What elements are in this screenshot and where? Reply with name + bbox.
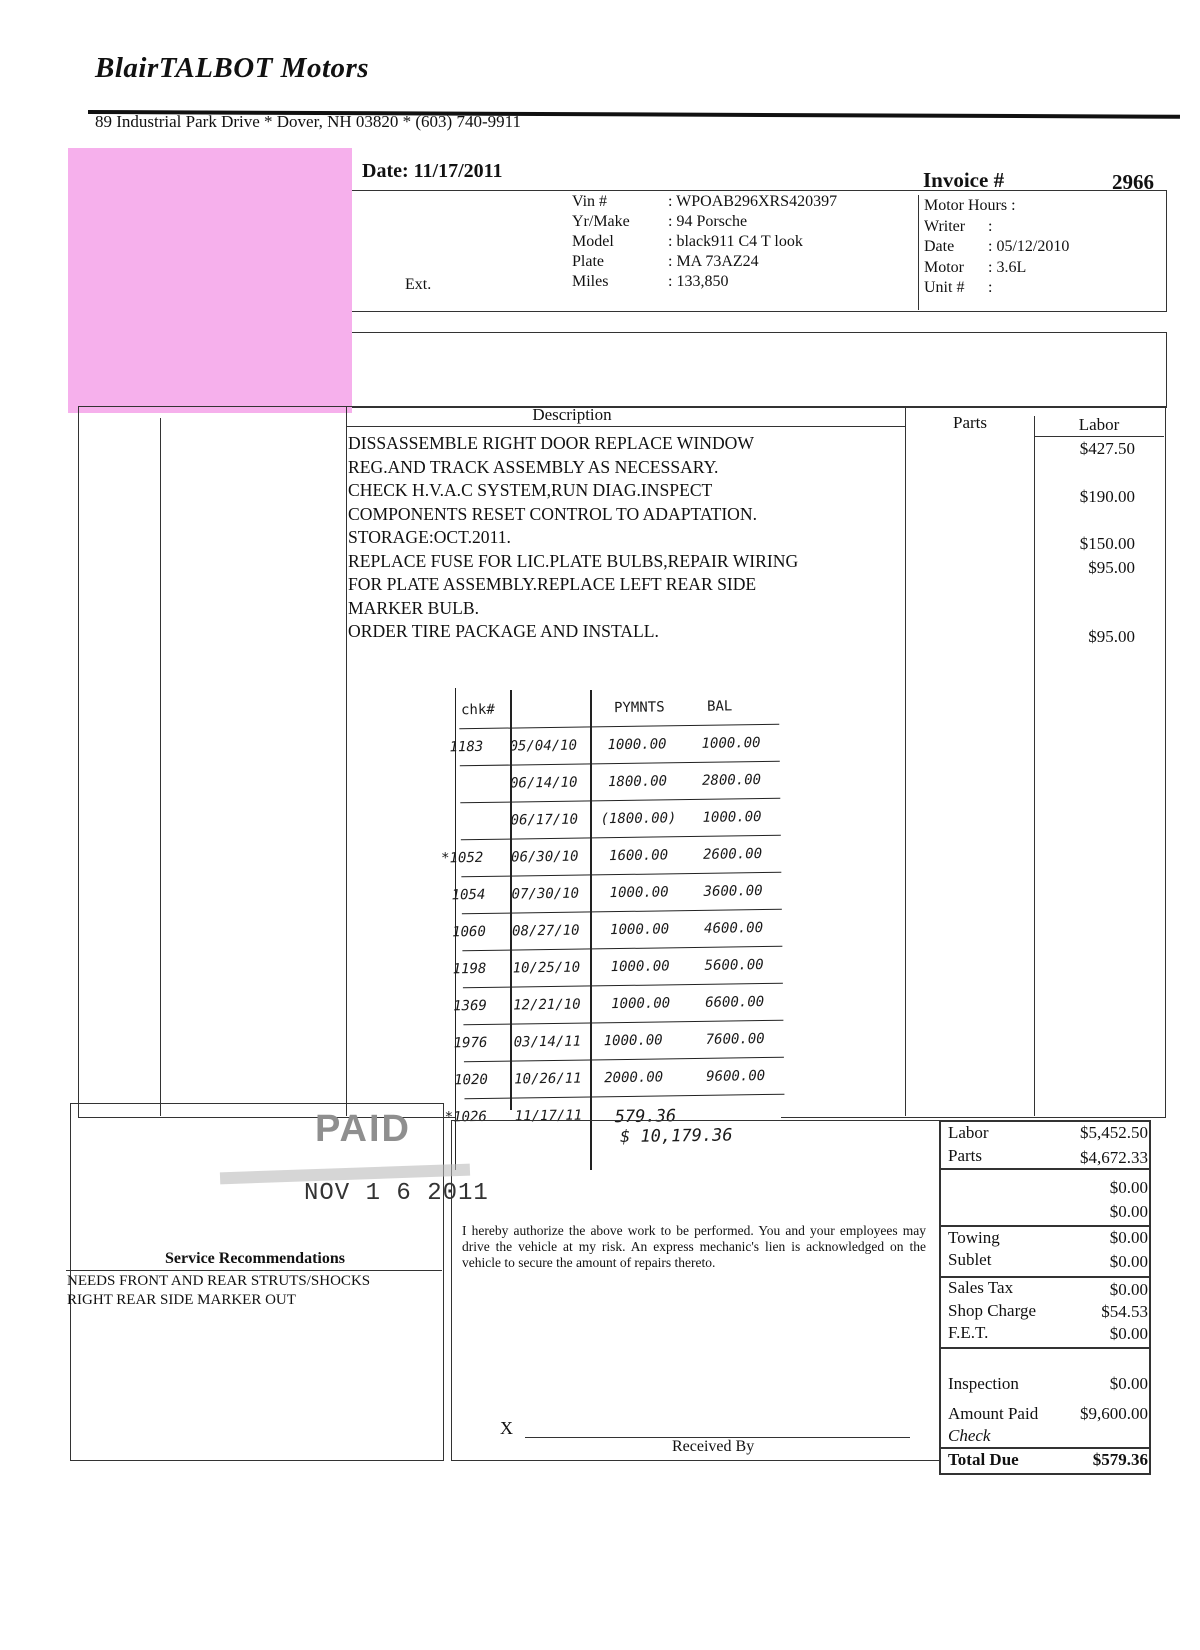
ledger-grand-total: $ 10,179.36 [619,1125,733,1148]
labor-value: $427.50 [1079,439,1135,458]
totals-label-labor: Labor [948,1123,989,1142]
table-col-divider [905,406,906,1116]
totals-divider [939,1447,1149,1449]
description-line: ORDER TIRE PACKAGE AND INSTALL. [348,621,659,641]
table-header-rule [1034,436,1164,437]
labor-value: $95.00 [1088,558,1135,577]
table-col-divider [1034,416,1035,1116]
totals-label-shop-charge: Shop Charge [948,1301,1036,1320]
table-header-rule [346,426,905,427]
totals-label-parts: Parts [948,1146,982,1165]
labor-value: $150.00 [1079,534,1135,553]
totals-label-check: Check [948,1426,991,1445]
totals-label-towing: Towing [948,1228,1000,1247]
ledger-row: *1052 06/30/10 1600.00 2600.00 [461,836,781,877]
ledger-row: 1060 08/27/10 1000.00 4600.00 [462,910,782,951]
labor-value: $95.00 [1088,627,1135,646]
authorization-text: I hereby authorize the above work to be performed. You and your employees may drive the vehicle at my risk. An express mechanic's lien is acknowledged on the vehicle to secure the amount of repairs thereto. [462,1223,926,1270]
description-line: STORAGE:OCT.2011. [348,527,511,547]
totals-divider [939,1347,1149,1349]
service-recommendations-title: Service Recommendations [165,1250,345,1267]
totals-value-parts: $4,672.33 [1080,1148,1148,1167]
description-line: REG.AND TRACK ASSEMBLY AS NECESSARY. [348,456,719,477]
service-recommendations [67,1272,370,1310]
payment-ledger [440,688,785,1155]
totals-value-sales-tax: $0.00 [1109,1280,1148,1299]
description-line: COMPONENTS RESET CONTROL TO ADAPTATION. [348,503,757,524]
description-line: MARKER BULB. [348,597,479,618]
totals-value-blank: $0.00 [1109,1202,1148,1221]
totals-divider [939,1225,1149,1227]
vehicle-details: Vin # : WPOAB296XRS420397 Yr/Make : 94 Porsche Model : black911 C4 T look Plate : MA 73AZ24 Miles : 133,850 [572,193,838,290]
signature-x: X [500,1418,513,1438]
parts-header: Parts [953,413,987,432]
ledger-row: 06/14/10 1800.00 2800.00 [460,762,780,803]
labor-header: Labor [1078,415,1120,434]
totals-divider [939,1168,1149,1170]
ext-label: Ext. [405,276,432,293]
recommendation-line: NEEDS FRONT AND REAR STRUTS/SHOCKS [67,1273,371,1289]
description-line: FOR PLATE ASSEMBLY.REPLACE LEFT REAR SIDE [348,574,757,594]
customer-redaction [68,148,352,413]
company-name: BlairTALBOT Motors [95,52,370,84]
description-line: CHECK H.V.A.C SYSTEM,RUN DIAG.INSPECT [348,480,713,500]
table-col-divider [160,418,161,1116]
totals-value-amount-paid: $9,600.00 [1080,1404,1148,1423]
ledger-row: 1020 10/26/11 2000.00 9600.00 [464,1058,784,1099]
totals-value-labor: $5,452.50 [1080,1123,1148,1142]
service-info: Motor Hours : Writer : Date : 05/12/2010 Motor : 3.6L Unit # : [924,197,1070,296]
ledger-row: 06/17/10 (1800.00) 1000.00 [460,799,780,840]
ledger-row: 1054 07/30/10 1000.00 3600.00 [461,873,781,914]
totals-value-inspection: $0.00 [1109,1374,1148,1393]
totals-label-sales-tax: Sales Tax [948,1278,1014,1297]
totals-value-blank: $0.00 [1109,1178,1148,1197]
ledger-row: 1198 10/25/10 1000.00 5600.00 [462,947,782,988]
labor-value: $190.00 [1079,487,1135,506]
recommendation-line: RIGHT REAR SIDE MARKER OUT [67,1292,296,1308]
work-description [348,432,888,644]
svc-rec-rule [66,1270,442,1271]
totals-label-fet: F.E.T. [948,1323,989,1342]
description-line: DISSASSEMBLE RIGHT DOOR REPLACE WINDOW [348,433,754,453]
invoice-date: Date: 11/17/2011 [362,160,503,182]
totals-label-inspection: Inspection [948,1374,1019,1393]
ledger-row: *1026 11/17/11 579.36 [444,1106,677,1128]
table-col-divider [346,406,347,1116]
totals-value-total-due: $579.36 [1092,1450,1148,1469]
paid-stamp: PAID [315,1108,411,1150]
totals-value-fet: $0.00 [1109,1324,1148,1343]
totals-value-towing: $0.00 [1109,1228,1148,1247]
invoice-number-label: Invoice # [923,168,1005,192]
invoice-number: 2966 [1112,170,1154,194]
totals-label-amount-paid: Amount Paid [948,1404,1039,1423]
totals-label-sublet: Sublet [948,1250,992,1269]
ledger-row: 1976 03/14/11 1000.00 7600.00 [463,1021,783,1062]
received-by-label: Received By [672,1438,755,1455]
notes-box [352,332,1167,408]
ledger-row: 1183 05/04/10 1000.00 1000.00 [459,725,779,766]
authorization-box [451,1120,941,1461]
totals-label-total-due: Total Due [948,1450,1019,1469]
ledger-header-row: chk# PYMNTS BAL [459,688,779,729]
date-stamp: NOV 1 6 2011 [304,1180,489,1207]
description-line: REPLACE FUSE FOR LIC.PLATE BULBS,REPAIR WIRING [348,550,799,571]
totals-value-shop-charge: $54.53 [1101,1302,1148,1321]
totals-value-sublet: $0.00 [1109,1252,1148,1271]
ledger-row: 1369 12/21/10 1000.00 6600.00 [463,984,783,1025]
description-header: Description [532,405,612,424]
company-address: 89 Industrial Park Drive * Dover, NH 03820 * (603) 740-9911 [95,112,521,131]
